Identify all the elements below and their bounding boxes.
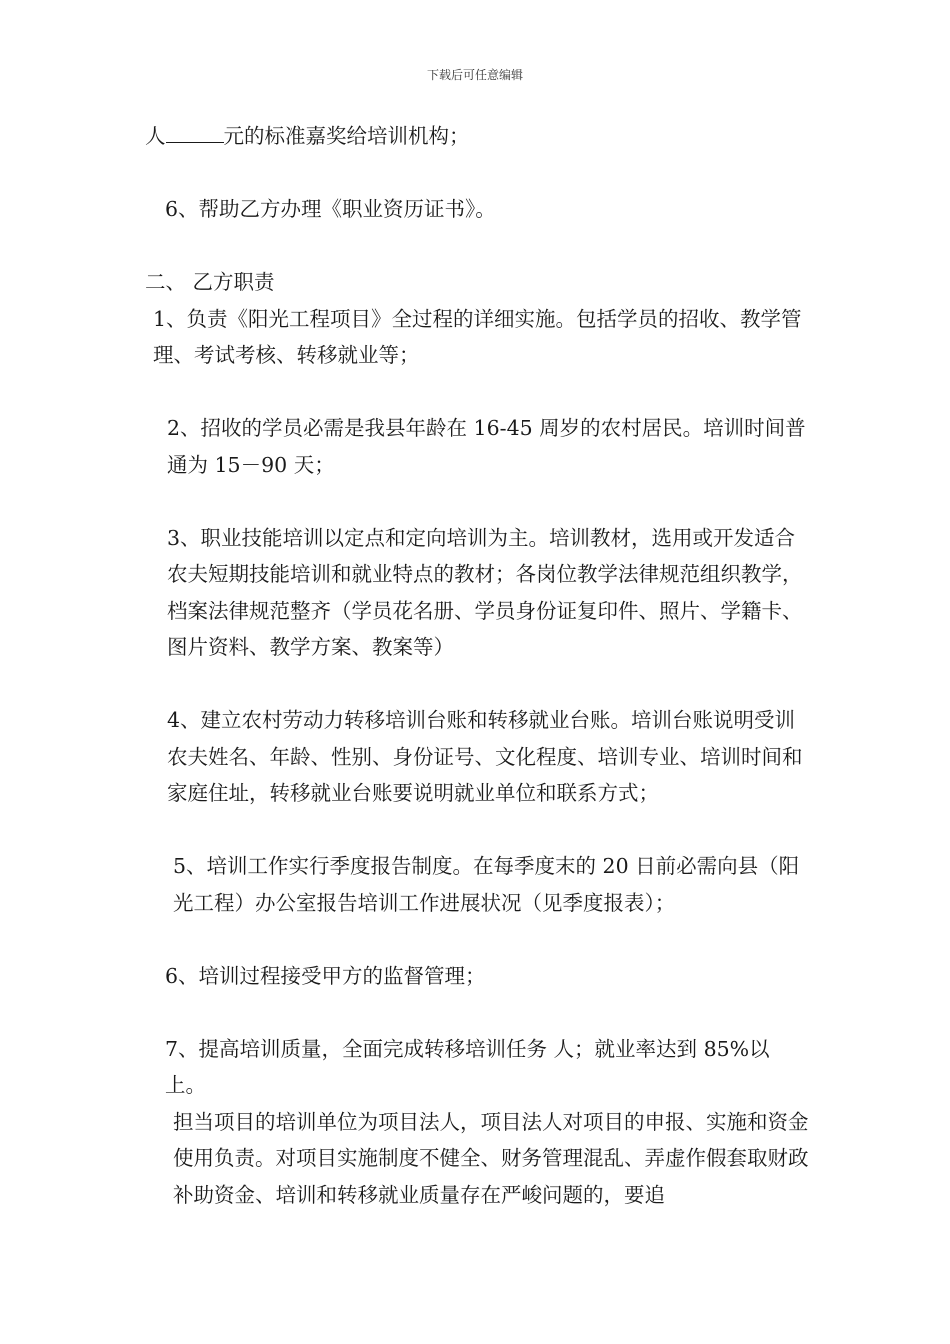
page-header: 下载后可任意编辑 xyxy=(426,68,523,82)
document-body xyxy=(145,118,810,1213)
party-b-item-2: 2、招收的学员必需是我县年龄在 16-45 周岁的农村居民。培训时间普通为 15－90 天； xyxy=(167,416,806,477)
party-a-item-6: 6、帮助乙方办理《职业资历证书》。 xyxy=(165,197,496,221)
party-b-item-3: 3、职业技能培训以定点和定向培训为主。培训教材，选用或开发适合农夫短期技能培训和就业特点的教材；各岗位教学法律规范组织教学，档案法律规范整齐（学员花名册、学员身份证复印件、照片、学籍卡、图片资料、教学方案、教案等） xyxy=(167,525,803,659)
closing-paragraph: 担当项目的培训单位为项目法人，项目法人对项目的申报、实施和资金使用负责。对项目实施制度不健全、财务管理混乱、弄虚作假套取财政补助资金、培训和转移就业质量存在严峻问题的，要追 xyxy=(173,1109,809,1207)
reward-line-suffix: 元的标准嘉奖给培训机构； xyxy=(223,124,470,148)
party-b-item-7: 7、提高培训质量，全面完成转移培训任务 人；就业率达到 85%以上。 xyxy=(165,1036,770,1097)
party-b-item-1: 1、负责《阳光工程项目》全过程的详细实施。包括学员的招收、教学管理、考试考核、转移就业等； xyxy=(153,306,802,367)
party-b-item-6: 6、培训过程接受甲方的监督管理； xyxy=(165,963,486,988)
reward-line-prefix: 人 xyxy=(145,124,166,148)
section-title-party-b: 二、 乙方职责 xyxy=(145,270,275,294)
party-b-item-5: 5、培训工作实行季度报告制度。在每季度末的 20 日前必需向县（阳光工程）办公室报告培训工作进展状况（见季度报表）； xyxy=(173,854,800,915)
party-b-item-4: 4、建立农村劳动力转移培训台账和转移就业台账。培训台账说明受训农夫姓名、年龄、性别、身份证号、文化程度、培训专业、培训时间和家庭住址，转移就业台账要说明就业单位和联系方式； xyxy=(167,708,803,805)
amount-blank xyxy=(166,122,224,143)
reward-line xyxy=(145,118,810,155)
